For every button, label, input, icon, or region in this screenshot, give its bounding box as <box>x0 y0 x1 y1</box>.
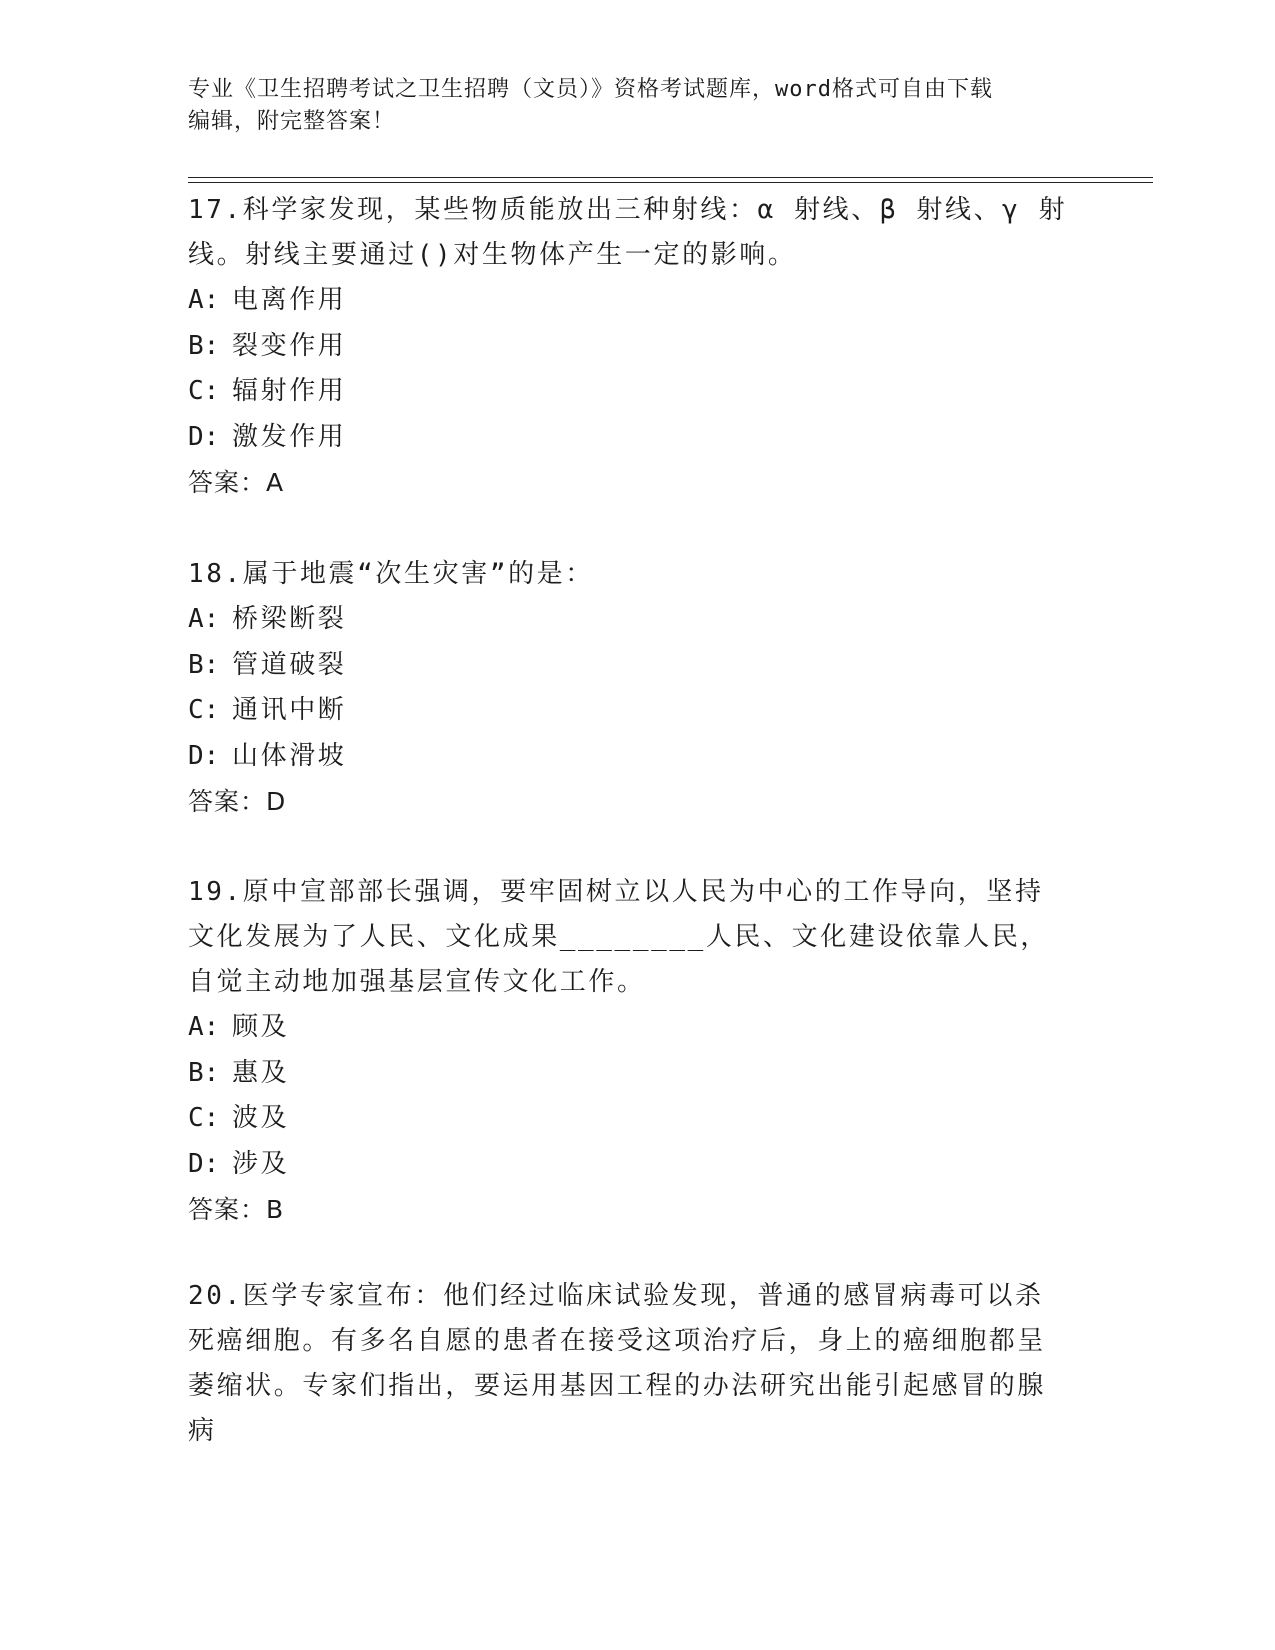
option-label: A: <box>188 1012 220 1042</box>
option-label: D: <box>188 1148 220 1179</box>
option-a <box>188 1005 1068 1051</box>
header-line-1: 专业《卫生招聘考试之卫生招聘（文员）》资格考试题库，word格式可自由下载 <box>188 77 993 102</box>
question-stem: 20.医学专家宣布：他们经过临床试验发现，普通的感冒病毒可以杀死癌细胞。有多名自愿的患者在接受这项治疗后，身上的癌细胞都呈萎缩状。专家们指出，要运用基因工程的办法研究出能引起感冒的腺病 <box>188 1281 1047 1446</box>
option-text: 电离作用 <box>232 285 347 315</box>
option-label: A: <box>188 285 220 315</box>
option-text: 通讯中断 <box>232 695 347 725</box>
option-text: 波及 <box>232 1103 290 1133</box>
header-divider-bottom <box>188 182 1153 183</box>
option-text: 裂变作用 <box>232 330 347 361</box>
option-a <box>188 278 1068 324</box>
question-17 <box>188 188 1068 505</box>
option-c <box>188 688 1068 734</box>
option-label: C: <box>188 1103 220 1133</box>
option-text: 山体滑坡 <box>232 740 347 771</box>
option-label: B: <box>188 649 220 680</box>
option-d <box>188 734 1068 780</box>
question-18 <box>188 552 1068 824</box>
question-stem: 17.科学家发现，某些物质能放出三种射线：α 射线、β 射线、γ 射线。射线主要通过()对生物体产生一定的影响。 <box>188 195 1068 270</box>
answer-line: 答案：B <box>188 1195 285 1224</box>
option-c <box>188 369 1068 415</box>
question-stem: 19.原中宣部部长强调，要牢固树立以人民为中心的工作导向，坚持文化发展为了人民、文化成果________人民、文化建设依靠人民，自觉主动地加强基层宣传文化工作。 <box>188 877 1050 997</box>
option-label: D: <box>188 421 220 452</box>
option-a <box>188 597 1068 643</box>
header-line-2: 编辑，附完整答案！ <box>188 109 396 134</box>
option-b <box>188 1051 1068 1097</box>
option-d <box>188 1142 1068 1188</box>
option-text: 管道破裂 <box>232 649 347 680</box>
option-label: B: <box>188 330 220 361</box>
answer-line: 答案：A <box>188 468 285 497</box>
question-20 <box>188 1274 1068 1454</box>
header-divider-top <box>188 177 1153 178</box>
option-label: C: <box>188 695 220 725</box>
question-stem: 18.属于地震“次生灾害”的是： <box>188 559 594 589</box>
option-text: 惠及 <box>232 1057 290 1088</box>
option-label: D: <box>188 740 220 771</box>
question-19 <box>188 870 1068 1232</box>
option-d <box>188 415 1068 461</box>
option-text: 激发作用 <box>232 421 347 452</box>
option-text: 顾及 <box>232 1012 290 1042</box>
document-header <box>188 74 1068 138</box>
option-text: 桥梁断裂 <box>232 604 347 634</box>
option-text: 辐射作用 <box>232 376 347 406</box>
option-c <box>188 1096 1068 1142</box>
option-b <box>188 324 1068 370</box>
option-label: C: <box>188 376 220 406</box>
option-label: B: <box>188 1057 220 1088</box>
option-b <box>188 643 1068 689</box>
option-text: 涉及 <box>232 1148 290 1179</box>
option-label: A: <box>188 604 220 634</box>
answer-line: 答案：D <box>188 787 287 816</box>
